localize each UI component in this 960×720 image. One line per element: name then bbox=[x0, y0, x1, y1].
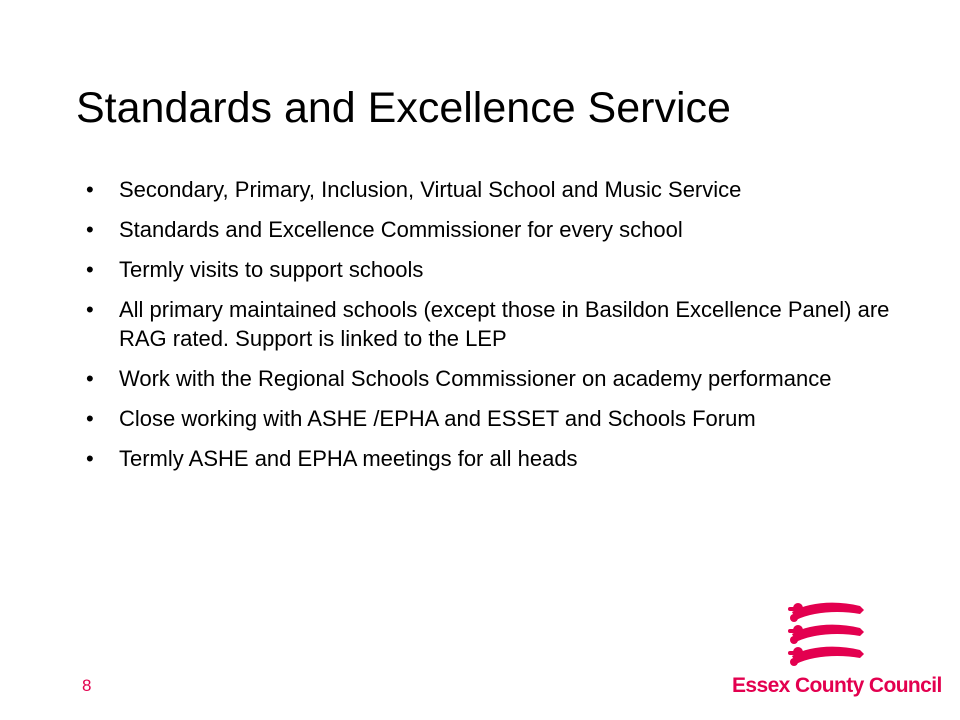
bullet-item bbox=[82, 175, 902, 204]
slide-title: Standards and Excellence Service bbox=[76, 84, 731, 132]
bullet-item bbox=[82, 295, 902, 353]
page-number: 8 bbox=[82, 676, 92, 695]
bullet-text: Work with the Regional Schools Commissioner on academy performance bbox=[119, 366, 832, 391]
bullet-item bbox=[82, 364, 902, 393]
bullet-marker: • bbox=[86, 366, 94, 391]
essex-county-council-logo bbox=[728, 598, 942, 702]
bullet-marker: • bbox=[86, 297, 94, 322]
bullet-item bbox=[82, 444, 902, 473]
bullet-text: Secondary, Primary, Inclusion, Virtual School and Music Service bbox=[119, 177, 742, 202]
bullet-item bbox=[82, 215, 902, 244]
bullet-marker: • bbox=[86, 217, 94, 242]
bullet-item bbox=[82, 404, 902, 433]
bullet-text: All primary maintained schools (except those in Basildon Excellence Panel) are RAG rated. Support is linked to the LEP bbox=[119, 297, 890, 351]
logo-wordmark: Essex County Council bbox=[732, 674, 942, 697]
bullet-marker: • bbox=[86, 406, 94, 431]
bullet-marker: • bbox=[86, 257, 94, 282]
bullet-text: Termly visits to support schools bbox=[119, 257, 424, 282]
bullet-marker: • bbox=[86, 446, 94, 471]
bullet-text: Termly ASHE and EPHA meetings for all heads bbox=[119, 446, 578, 471]
bullet-item bbox=[82, 255, 902, 284]
seaxes-emblem-icon bbox=[786, 598, 870, 670]
bullet-list bbox=[82, 175, 902, 484]
bullet-marker: • bbox=[86, 177, 94, 202]
bullet-text: Close working with ASHE /EPHA and ESSET and Schools Forum bbox=[119, 406, 756, 431]
bullet-text: Standards and Excellence Commissioner for every school bbox=[119, 217, 683, 242]
